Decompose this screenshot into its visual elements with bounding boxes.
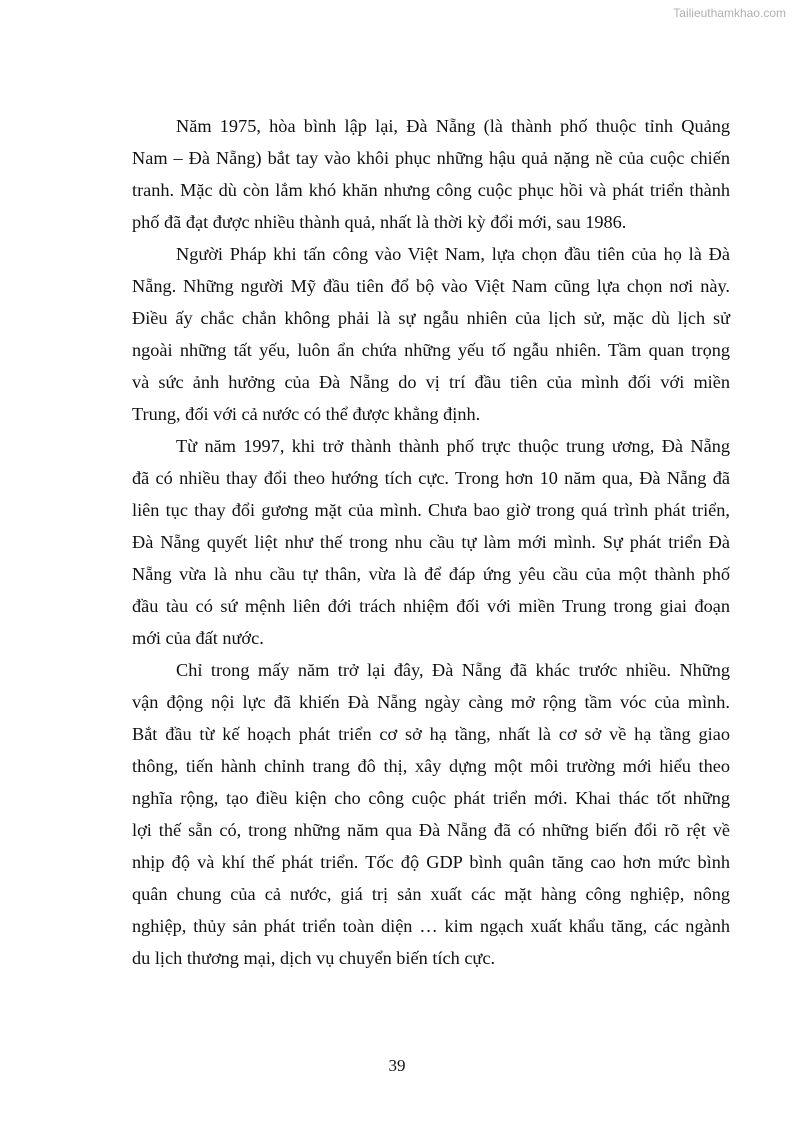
text-line: nhịp độ và khí thế phát triển. Tốc độ GDP bình quân tăng cao hơn mức bình (132, 852, 730, 872)
text-line: Nẵng vừa là nhu cầu tự thân, vừa là để đáp ứng yêu cầu của một thành phố (132, 564, 730, 584)
text-line: du lịch thương mại, dịch vụ chuyển biến tích cực. (132, 948, 496, 968)
text-line: Nẵng. Những người Mỹ đầu tiên đổ bộ vào Việt Nam cũng lựa chọn nơi này. (132, 276, 730, 296)
text-line: phố đã đạt được nhiều thành quả, nhất là thời kỳ đổi mới, sau 1986. (132, 212, 627, 232)
text-line: đầu tàu có sứ mệnh liên đới trách nhiệm đối với miền Trung trong giai đoạn (132, 596, 730, 616)
text-line: mới của đất nước. (132, 628, 264, 648)
text-line: Đà Nẵng quyết liệt như thế trong nhu cầu tự làm mới mình. Sự phát triển Đà (132, 532, 730, 552)
text-line: ngoài những tất yếu, luôn ẩn chứa những yếu tố ngẫu nhiên. Tầm quan trọng (132, 340, 730, 360)
text-line: Trung, đối với cả nước có thể được khẳng định. (132, 404, 481, 424)
document-body (132, 110, 730, 974)
text-line: quân chung của cả nước, giá trị sản xuất các mặt hàng công nghiệp, nông (132, 884, 730, 904)
text-line: Từ năm 1997, khi trở thành thành phố trực thuộc trung ương, Đà Nẵng (176, 436, 730, 456)
text-line: Chỉ trong mấy năm trở lại đây, Đà Nẵng đã khác trước nhiều. Những (176, 660, 730, 680)
text-line: Điều ấy chắc chắn không phải là sự ngẫu nhiên của lịch sử, mặc dù lịch sử (132, 308, 730, 328)
text-line: liên tục thay đổi gương mặt của mình. Chưa bao giờ trong quá trình phát triển, (132, 500, 730, 520)
text-line: Người Pháp khi tấn công vào Việt Nam, lựa chọn đầu tiên của họ là Đà (176, 244, 730, 264)
paragraph (132, 238, 730, 430)
text-line: và sức ảnh hưởng của Đà Nẵng do vị trí đầu tiên của mình đối với miền (132, 372, 730, 392)
paragraph (132, 430, 730, 654)
text-line: thông, tiến hành chỉnh trang đô thị, xây dựng một môi trường mới hiểu theo (132, 756, 730, 776)
page-number: 39 (388, 1056, 406, 1075)
text-line: Nam – Đà Nẵng) bắt tay vào khôi phục những hậu quả nặng nề của cuộc chiến (132, 148, 730, 168)
text-line: Bắt đầu từ kế hoạch phát triển cơ sở hạ tầng, nhất là cơ sở về hạ tầng giao (132, 724, 730, 744)
text-line: đã có nhiều thay đổi theo hướng tích cực. Trong hơn 10 năm qua, Đà Nẵng đã (132, 468, 730, 488)
text-line: vận động nội lực đã khiến Đà Nẵng ngày càng mở rộng tầm vóc của mình. (132, 692, 730, 712)
text-line: lợi thế sẵn có, trong những năm qua Đà Nẵng đã có những biến đổi rõ rệt về (132, 820, 730, 840)
text-line: tranh. Mặc dù còn lắm khó khăn nhưng công cuộc phục hồi và phát triển thành (132, 180, 730, 200)
paragraph (132, 110, 730, 238)
text-line: nghĩa rộng, tạo điều kiện cho công cuộc phát triển mới. Khai thác tốt những (132, 788, 730, 808)
watermark: Tailieuthamkhao.com (673, 6, 786, 20)
text-line: Năm 1975, hòa bình lập lại, Đà Nẵng (là thành phố thuộc tỉnh Quảng (176, 116, 730, 136)
text-line: nghiệp, thủy sản phát triển toàn diện … kim ngạch xuất khẩu tăng, các ngành (132, 916, 730, 936)
paragraph (132, 654, 730, 974)
